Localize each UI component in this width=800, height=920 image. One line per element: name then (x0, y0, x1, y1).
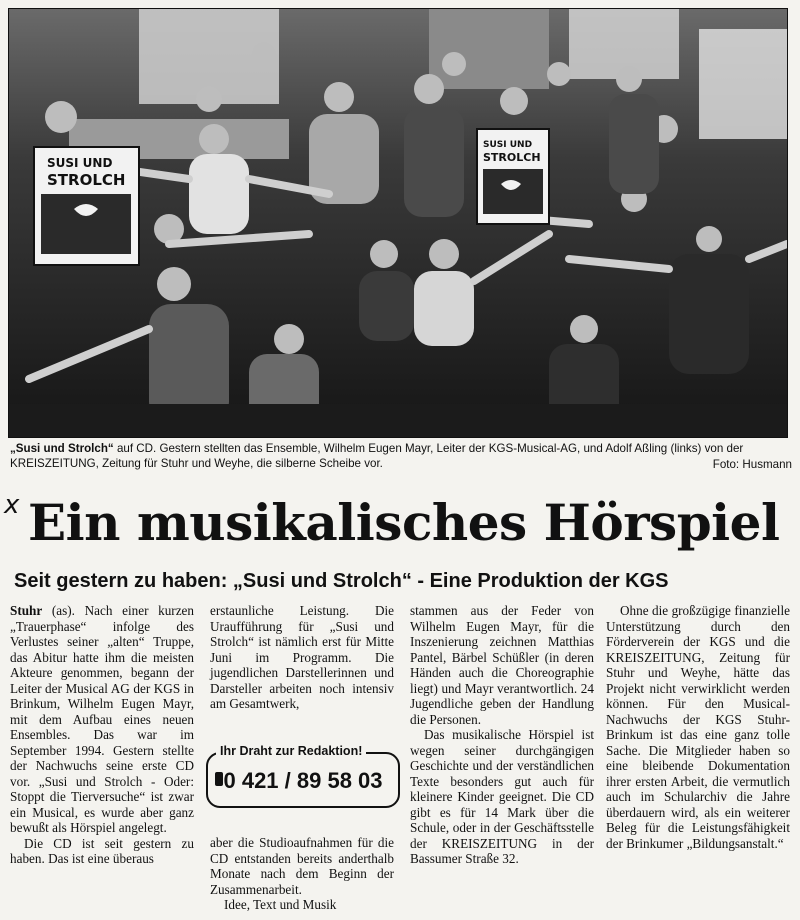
dateline: Stuhr (10, 603, 43, 618)
article-column-3 (410, 603, 594, 867)
poster-left-line1: SUSI UND (47, 156, 113, 170)
handwritten-mark: x (4, 490, 20, 520)
headline: Ein musikalisches Hörspiel (28, 493, 780, 552)
paragraph: Das musikalische Hörspiel ist wegen seiner durchgängigen Geschichte und der verständlichen Texte besonders gut auch für kleinere Kinder geeignet. Die CD gibt es für 14 Mark über die Schule, oder in der Geschäftsstelle der KREISZEITUNG in der Bassumer Straße 32. (410, 727, 594, 866)
photo-caption (10, 441, 790, 471)
hotline-box (206, 744, 400, 808)
paragraph: Idee, Text und Musik (224, 897, 337, 912)
paragraph: erstaunliche Leistung. Die Uraufführung für „Susi und Strolch“ ist nämlich erst für Mitte Juni im Programm. Die jugendlichen Darstellerinnen und Darsteller arbeiten noch intensiv am Gesamtwerk, (210, 603, 394, 711)
poster-right-line2: STROLCH (483, 151, 541, 164)
article-column-2-continued (210, 835, 394, 913)
subheadline: Seit gestern zu haben: „Susi und Strolch“ - Eine Produktion der KGS (14, 570, 669, 592)
photo-credit: Foto: Husmann (712, 458, 792, 471)
caption-text: auf CD. Gestern stellten das Ensemble, Wilhelm Eugen Mayr, Leiter der KGS-Musical-AG, und Adolf Aßling (links) von der KREISZEITUNG, Zeitung für Stuhr und Weyhe, die silberne Scheibe vor. (10, 442, 744, 470)
paragraph: Die CD ist seit gestern zu haben. Das ist eine überaus (10, 835, 194, 866)
photo-illustration (9, 9, 787, 437)
poster-left-line2: STROLCH (47, 171, 126, 189)
article-column-2 (210, 603, 394, 712)
caption-title: „Susi und Strolch“ (10, 442, 114, 455)
poster-right-line1: SUSI UND (483, 140, 533, 150)
paragraph: aber die Studioaufnahmen für die CD entstanden bereits anderthalb Monate nach dem Beginn der Zusammenarbeit. (210, 835, 394, 897)
paragraph: stammen aus der Feder von Wilhelm Eugen Mayr, für die Inszenierung zeichnen Matthias Pantel, Bärbel Schüßler (in deren Händen auch die Choreographie liegt) und Mayr verantwortlich. 24 Jugendliche geben der Handlung die Personen. (410, 603, 594, 727)
paragraph: Ohne die großzügige finanzielle Unterstützung durch den Förderverein der KGS und die KREISZEITUNG, Zeitung für Stuhr und Weyhe, hätte das Projekt nicht verwirklicht werden können. Für den Musical-Nachwuchs der KGS Stuhr-Brinkum ist das eine ganz tolle Sache. Die Mitglieder haben so eine bleibende Dokumentation ihrer ersten Arbeit, die vermutlich auch im Schularchiv die Jahre überdauern wird, als ein weiterer Beleg für die Leistungsfähigkeit der Brinkumer „Bildungsanstalt.“ (606, 603, 790, 851)
hotline-label: Ihr Draht zur Redaktion! (216, 744, 366, 758)
group-photo (8, 8, 788, 438)
hotline-number: 0 421 / 89 58 03 (223, 768, 383, 793)
article-column-4 (606, 603, 790, 851)
article-column-1 (10, 603, 194, 867)
paragraph-text: (as). Nach einer kurzen „Trauerphase“ infolge des Verlustes seiner „alten“ Truppe, das Abitur hatte ihm die meisten Akteure genommen, begann der Leiter der Musical AG der KGS in Brinkum, Wilhelm Eugen Mayr, mit dem Aufbau eines neuen Ensembles. Das war im September 1994. Gestern stellte der Nachwuchs seine erste CD vor. „Susi und Strolch - Oder: Stoppt die Tierversuche“ ist zwar ein Musical, es wurde aber ganz bewußt als Hörspiel angelegt. (10, 603, 194, 835)
paragraph (10, 603, 194, 836)
